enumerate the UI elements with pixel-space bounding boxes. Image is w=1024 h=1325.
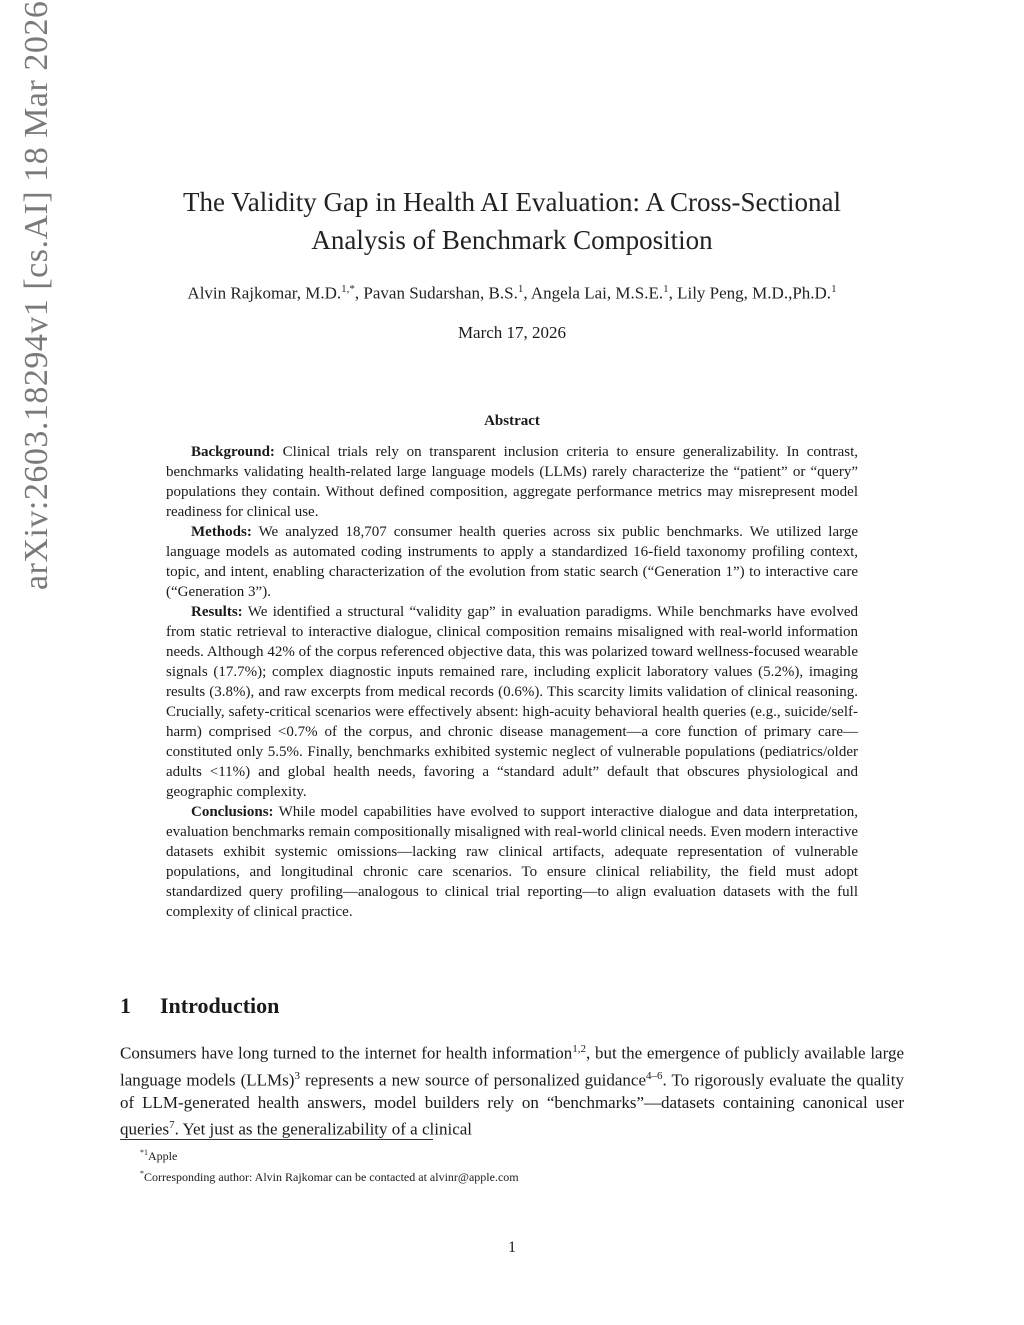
footnote-mark: *1 xyxy=(140,1148,148,1157)
author-affiliation: 1,* xyxy=(341,283,355,295)
intro-text: . To rigorously evaluate the quality of LLM-generated health answers, model builders rely on “benchmarks”—datasets containing canonical user queries xyxy=(120,1070,905,1139)
footnote-text: Apple xyxy=(148,1149,178,1163)
author-name: Angela Lai, M.S.E. xyxy=(530,283,664,303)
methods-label: Methods: xyxy=(191,524,252,540)
page-number: 1 xyxy=(508,1239,516,1256)
author-affiliation: 1 xyxy=(663,283,669,295)
section-number: 1 xyxy=(120,993,131,1018)
footnote-rule xyxy=(120,1139,433,1140)
abstract-heading: Abstract xyxy=(484,413,540,429)
paper-title xyxy=(120,183,904,259)
intro-text: Consumers have long turned to the internet for health information xyxy=(120,1043,573,1063)
abstract-results xyxy=(166,602,858,802)
title-line-2: Analysis of Benchmark Composition xyxy=(311,225,713,255)
author-name: Pavan Sudarshan, B.S. xyxy=(363,283,518,303)
author-affiliation: 1 xyxy=(831,283,837,295)
section-heading xyxy=(120,993,279,1019)
footnote-mark: * xyxy=(140,1169,144,1178)
intro-text: . Yet just as the generalizability of a clinical xyxy=(174,1119,473,1139)
results-label: Results: xyxy=(191,604,243,620)
author-list: Alvin Rajkomar, M.D.$^{1,*}$, Pavan Sudarshan, B.S.$^1$, Angela Lai, M.S.E.$^1$, Lily Peng, M.D.,Ph.D.$^1$ xyxy=(187,283,837,303)
footnote-text: Corresponding author: Alvin Rajkomar can be contacted at alvinr@apple.com xyxy=(144,1170,519,1184)
background-text: Clinical trials rely on transparent inclusion criteria to ensure generalizability. In contrast, benchmarks validating health-related large language models (LLMs) rarely characterize the “patient” or “query” populations they contain. Without defined composition, aggregate performance metrics may misrepresent model readiness for clinical use. xyxy=(166,444,858,520)
abstract-methods xyxy=(166,522,858,602)
author-name: Alvin Rajkomar, M.D. xyxy=(187,283,342,303)
conclusions-label: Conclusions: xyxy=(191,804,274,820)
intro-text: represents a new source of personalized guidance xyxy=(299,1070,647,1090)
conclusions-text: While model capabilities have evolved to support interactive dialogue and data interpretation, evaluation benchmarks remain compositionally misaligned with real-world clinical needs. Even modern interactive datasets exhibit systemic omissions—lacking raw clinical artifacts, adequate representation of vulnerable populations, and longitudinal chronic care scenarios. To ensure clinical reliability, the field must adopt standardized query profiling—analogous to clinical trial reporting—to align evaluation datasets with the full complexity of clinical practice. xyxy=(166,804,858,920)
results-text: We identified a structural “validity gap” in evaluation paradigms. While benchmarks have evolved from static retrieval to interactive dialogue, clinical composition remains misaligned with real-world information needs. Although 42% of the corpus referenced objective data, this was polarized toward wellness-focused wearable signals (17.7%); complex diagnostic inputs remained rare, including explicit laboratory values (5.2%), imaging results (3.8%), and raw excerpts from medical records (0.6%). This scarcity limits validation of clinical reasoning. Crucially, safety-critical scenarios were effectively absent: high-acuity behavioral health queries (e.g., suicide/self-harm) comprised <0.7% of the corpus, and chronic disease management—a core function of primary care—constituted only 5.5%. Finally, benchmarks exhibited systemic neglect of vulnerable populations (pediatrics/older adults <11%) and global health needs, favoring a “standard adult” default that obscures physiological and geographic complexity. xyxy=(166,604,858,800)
citation: 4–6 xyxy=(646,1069,663,1082)
title-line-1: The Validity Gap in Health AI Evaluation: A Cross-Sectional xyxy=(183,187,841,217)
background-label: Background: xyxy=(191,444,275,460)
citation: 1,2 xyxy=(572,1043,587,1055)
footnotes xyxy=(140,1144,519,1186)
arxiv-identifier-stamp xyxy=(0,0,84,960)
intro-text: , but the emergence of publicly available large language models (LLMs) xyxy=(120,1043,904,1090)
abstract-background xyxy=(166,442,858,522)
abstract-body xyxy=(166,442,858,922)
methods-text: We analyzed 18,707 consumer health queries across six public benchmarks. We utilized large language models as automated coding instruments to apply a standardized 16-field taxonomy profiling context, topic, and intent, enabling characterization of the evolution from static search (“Generation 1”) to interactive care (“Generation 3”). xyxy=(166,524,858,600)
citation: 7 xyxy=(169,1119,175,1132)
arxiv-id-text: arXiv:2603.18294v1 [cs.AI] 18 Mar 2026 xyxy=(18,0,55,590)
footnote-affiliation xyxy=(140,1144,519,1165)
author-name: Lily Peng, M.D.,Ph.D. xyxy=(677,283,832,303)
introduction-paragraph xyxy=(120,1038,904,1141)
abstract-conclusions xyxy=(166,802,858,922)
footnote-corresponding xyxy=(140,1165,519,1186)
citation: 3 xyxy=(294,1069,300,1082)
publication-date: March 17, 2026 xyxy=(457,323,567,342)
section-title-text: Introduction xyxy=(160,993,280,1018)
author-affiliation: 1 xyxy=(517,283,524,295)
